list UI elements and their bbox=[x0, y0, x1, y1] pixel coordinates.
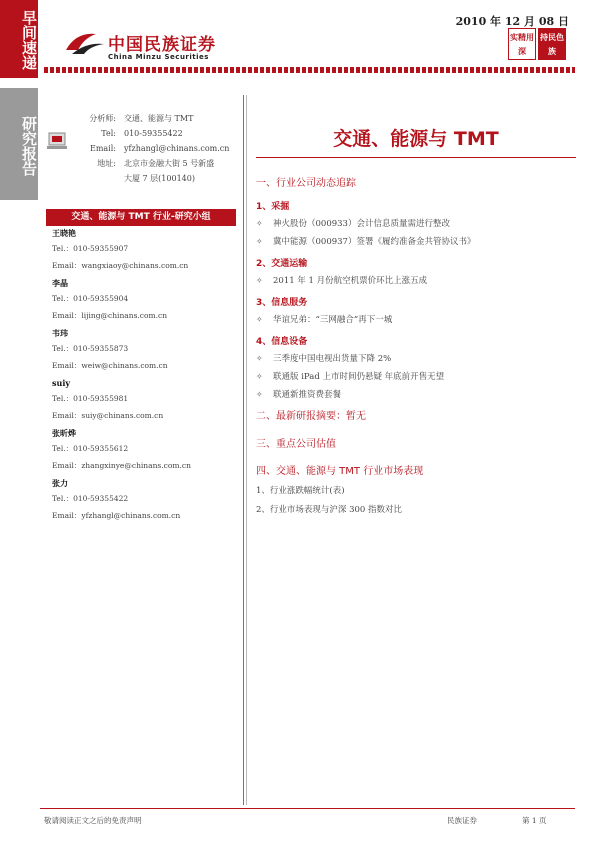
logo-chinese-name: 中国民族证券 bbox=[108, 35, 216, 55]
address-line-1: 北京市金融大街 5 号新盛 bbox=[124, 159, 215, 168]
member-email[interactable]: Email：wangxiaoy@chinans.com.cn bbox=[52, 261, 189, 270]
member-email[interactable]: Email：weiw@chinans.com.cn bbox=[52, 361, 168, 370]
page-title: 交通、能源与 TMT bbox=[333, 128, 499, 150]
analyst-contact bbox=[72, 111, 232, 186]
member-name: 王晓艳 bbox=[52, 228, 76, 238]
report-body bbox=[256, 177, 586, 516]
member-email[interactable]: Email：suiy@chinans.com.cn bbox=[52, 411, 164, 420]
bullet-icon: ✧ bbox=[256, 390, 263, 399]
footer-company: 民族证券 bbox=[447, 816, 477, 825]
footer-divider bbox=[40, 808, 575, 809]
subsection-heading: 1、采掘 bbox=[256, 202, 290, 212]
news-item[interactable]: ✧ 三季度中国电视出货量下降 2% bbox=[256, 354, 392, 364]
member-tel: Tel.：010-59355612 bbox=[52, 444, 129, 453]
side-label-bottom: 研究报告 bbox=[0, 88, 38, 200]
email-label: Email: bbox=[89, 144, 116, 153]
side-label-top: 早间速递 bbox=[0, 0, 38, 78]
tel-label: Tel: bbox=[101, 129, 116, 138]
bullet-icon: ✧ bbox=[256, 237, 263, 246]
toc-item[interactable]: 2、行业市场表现与沪深 300 指数对比 bbox=[256, 505, 403, 515]
member-email[interactable]: Email：yfzhangl@chinans.com.cn bbox=[52, 511, 181, 520]
bullet-icon: ✧ bbox=[256, 276, 263, 285]
seal-stamp-left: 实精用深 bbox=[508, 28, 536, 60]
news-item[interactable]: ✧ 华谊兄弟：“三网融合”再下一城 bbox=[256, 315, 393, 325]
member-email[interactable]: Email：zhangxinye@chinans.com.cn bbox=[52, 461, 191, 470]
news-item[interactable]: ✧ 神火股份（000933）会计信息质量需进行整改 bbox=[256, 219, 450, 229]
bullet-icon: ✧ bbox=[256, 315, 263, 324]
report-date: 2010 年 12 月 08 日 bbox=[455, 15, 569, 28]
section-heading: 一、行业公司动态追踪 bbox=[256, 178, 356, 189]
team-member bbox=[52, 477, 191, 524]
member-tel: Tel.：010-59355873 bbox=[52, 344, 129, 353]
member-name: 韦玮 bbox=[52, 328, 68, 338]
member-tel: Tel.：010-59355981 bbox=[52, 394, 129, 403]
section-heading: 三、重点公司估值 bbox=[256, 439, 336, 450]
news-item[interactable]: ✧ 2011 年 1 月份航空机票价环比上涨五成 bbox=[256, 276, 428, 286]
member-name: 李晶 bbox=[52, 278, 68, 288]
email-link[interactable]: yfzhangl@chinans.com.cn bbox=[124, 144, 230, 153]
company-logo-icon bbox=[62, 28, 106, 58]
member-tel: Tel.：010-59355907 bbox=[52, 244, 129, 253]
column-divider-inner bbox=[246, 95, 247, 805]
column-divider bbox=[243, 95, 244, 805]
member-tel: Tel.：010-59355422 bbox=[52, 494, 129, 503]
member-name: 张力 bbox=[52, 478, 68, 488]
section-heading: 二、最新研报摘要：暂无 bbox=[256, 411, 366, 422]
team-member bbox=[52, 427, 191, 474]
member-name: 张昕烨 bbox=[52, 428, 76, 438]
header-divider bbox=[44, 67, 575, 73]
news-item[interactable]: ✧ 冀中能源（000937）签署《履约准备金共管协议书》 bbox=[256, 237, 476, 247]
subsection-heading: 3、信息服务 bbox=[256, 298, 308, 308]
title-underline bbox=[256, 157, 576, 158]
bullet-icon: ✧ bbox=[256, 372, 263, 381]
team-member-list bbox=[52, 227, 191, 527]
subsection-heading: 4、信息设备 bbox=[256, 337, 308, 347]
analyst-label: 分析师: bbox=[89, 114, 116, 123]
news-item[interactable]: ✧ 联通版 iPad 上市时间仍悬疑 年底前开售无望 bbox=[256, 372, 445, 382]
bullet-icon: ✧ bbox=[256, 354, 263, 363]
team-member bbox=[52, 377, 191, 424]
footer-disclaimer: 敬请阅读正文之后的免责声明 bbox=[44, 816, 142, 825]
address-line-2: 大厦 7 层(100140) bbox=[124, 174, 195, 183]
member-email[interactable]: Email：lijing@chinans.com.cn bbox=[52, 311, 168, 320]
subsection-heading: 2、交通运输 bbox=[256, 259, 308, 269]
logo-english-name: China Minzu Securities bbox=[108, 53, 209, 61]
address-label: 地址: bbox=[97, 159, 116, 168]
team-member bbox=[52, 327, 191, 374]
analyst-value: 交通、能源与 TMT bbox=[124, 114, 194, 123]
section-heading: 四、交通、能源与 TMT 行业市场表现 bbox=[256, 466, 424, 477]
page-number: 第 1 页 bbox=[522, 816, 547, 825]
news-item[interactable]: ✧ 联通新推资费套餐 bbox=[256, 390, 342, 400]
member-tel: Tel.：010-59355904 bbox=[52, 294, 129, 303]
seal-stamp-right: 持民色族 bbox=[538, 28, 566, 60]
tel-value: 010-59355422 bbox=[124, 129, 183, 138]
analyst-icon bbox=[46, 130, 68, 152]
team-member bbox=[52, 227, 191, 274]
toc-item[interactable]: 1、行业涨跌幅统计(表) bbox=[256, 486, 345, 496]
team-member bbox=[52, 277, 191, 324]
member-name: suiy bbox=[52, 378, 71, 388]
team-title: 交通、能源与 TMT 行业-研究小组 bbox=[46, 209, 236, 226]
bullet-icon: ✧ bbox=[256, 219, 263, 228]
